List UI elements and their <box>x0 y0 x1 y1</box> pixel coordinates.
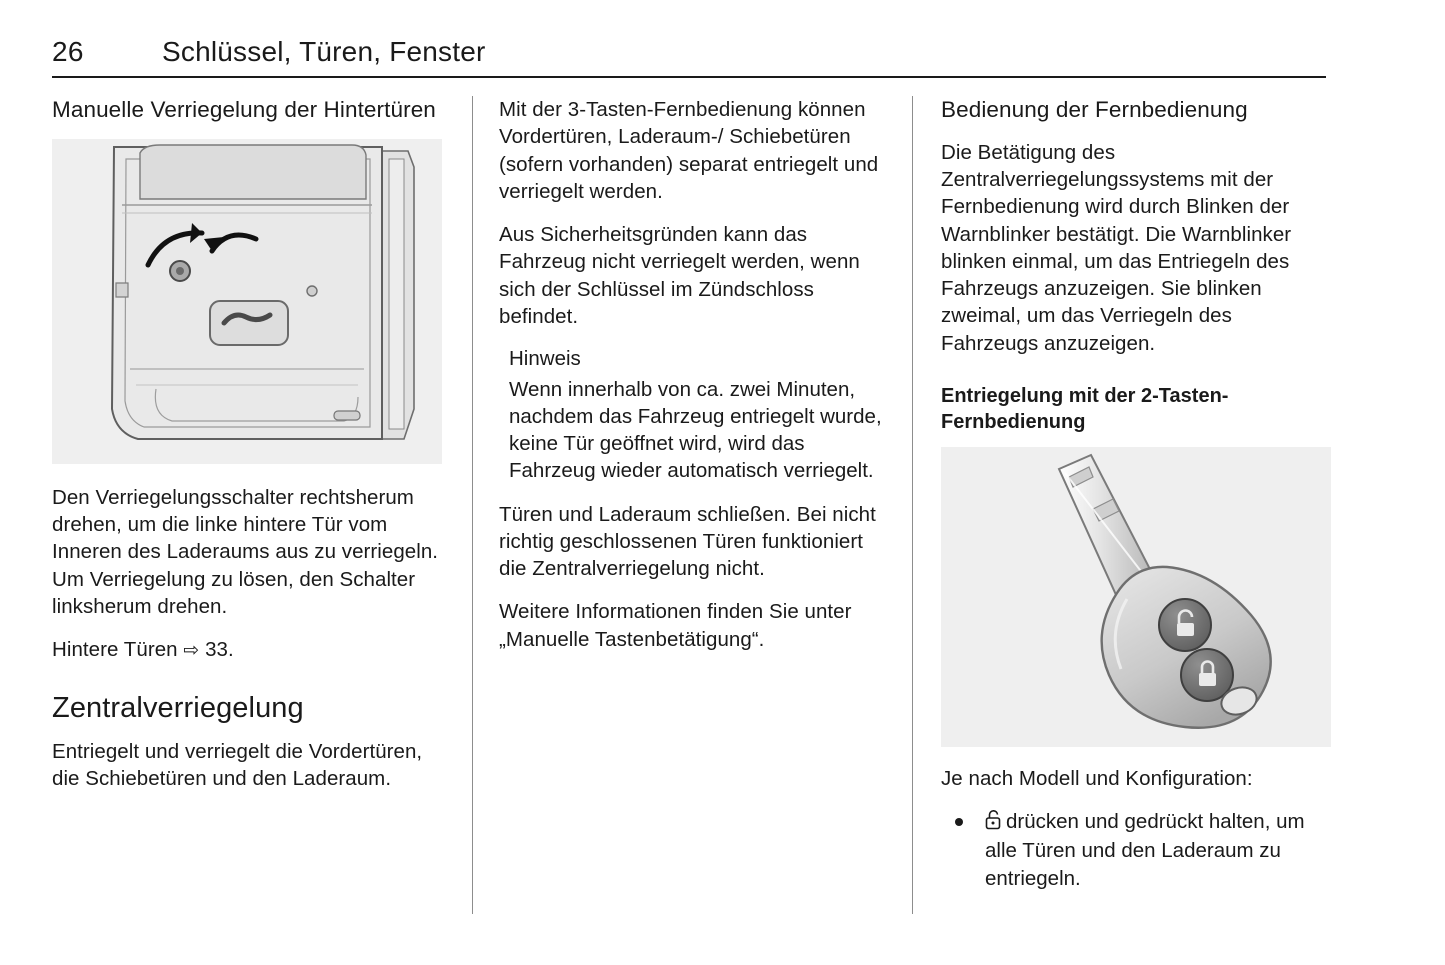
paragraph-safety-key-ignition: Aus Sicherheitsgründen kann das Fahrzeug nicht verriegelt werden, wenn sich der Schlüssel im Zündschloss befindet. <box>499 223 860 328</box>
page-number: 26 <box>52 36 84 67</box>
page-title: Schlüssel, Türen, Fenster <box>162 36 486 67</box>
paragraph-more-info: Weitere Informationen finden Sie unter „Manuelle Tastenbetätigung“. <box>499 600 852 651</box>
list-item-label: drücken und gedrückt halten, um alle Türen und den Laderaum zu entriegeln. <box>985 810 1305 890</box>
cross-reference-rear-doors <box>52 636 440 663</box>
figure-rear-door-lock <box>52 139 442 464</box>
two-button-remote-key-illustration <box>941 447 1331 747</box>
subsection-title-unlock-two-button: Entriegelung mit der 2-Tasten-Fernbedienung <box>941 384 1229 433</box>
section-title-remote-operation: Bedienung der Fernbedienung <box>941 97 1248 122</box>
paragraph-model-config: Je nach Modell und Konfiguration: <box>941 766 1253 790</box>
cross-ref-text: Hintere Türen <box>52 638 178 662</box>
rear-door-lock-switch-illustration <box>52 139 442 464</box>
paragraph-lock-switch-instructions: Den Verriegelungsschalter rechtsherum drehen, um die linke hintere Tür vom Inneren des Laderaums aus zu verriegeln. Um Verriegelung zu lösen, den Schalter linksherum drehen. <box>52 485 439 618</box>
column-middle <box>472 96 912 914</box>
cross-ref-page: 33. <box>205 638 234 662</box>
bullet-point-icon <box>955 818 963 826</box>
paragraph-three-button-remote: Mit der 3-Tasten-Fernbedienung können Vordertüren, Laderaum-/ Schiebetüren (sofern vorhanden) separat entriegelt und verriegelt werden. <box>499 98 879 203</box>
figure-remote-key <box>941 447 1331 747</box>
note-block <box>509 346 882 485</box>
bullet-list-remote-functions <box>941 808 1332 892</box>
page-columns <box>52 96 1332 914</box>
note-title: Hinweis <box>509 347 581 370</box>
list-item <box>941 808 1332 892</box>
column-left <box>52 96 472 914</box>
column-right <box>912 96 1332 914</box>
paragraph-doors-closing: Türen und Laderaum schließen. Bei nicht richtig geschlossenen Türen funktioniert die Zentralverriegelung nicht. <box>499 502 876 581</box>
section-title-manual-rear-lock: Manuelle Verriegelung der Hintertüren <box>52 97 436 122</box>
note-text: Wenn innerhalb von ca. zwei Minuten, nachdem das Fahrzeug entriegelt wurde, keine Tür geöffnet wird, wird das Fahrzeug wieder automatisch verriegelt. <box>509 377 882 483</box>
section-title-central-locking: Zentralverriegelung <box>52 692 304 725</box>
paragraph-central-locking-desc: Entriegelt und verriegelt die Vordertüren, die Schiebetüren und den Laderaum. <box>52 740 423 791</box>
unlock-icon <box>985 810 1002 837</box>
paragraph-hazard-flash-confirm: Die Betätigung des Zentralverriegelungssystems mit der Fernbedienung wird durch Blinken der Warnblinker bestätigt. Die Warnblinker blinken einmal, um das Entriegeln des Fahrzeugs anzuzeigen. Sie blinken zweimal, um das Verriegeln des Fahrzeugs anzuzeigen. <box>941 140 1292 355</box>
page-header <box>52 36 1326 78</box>
cross-ref-arrow-icon: ⇨ <box>183 639 200 662</box>
